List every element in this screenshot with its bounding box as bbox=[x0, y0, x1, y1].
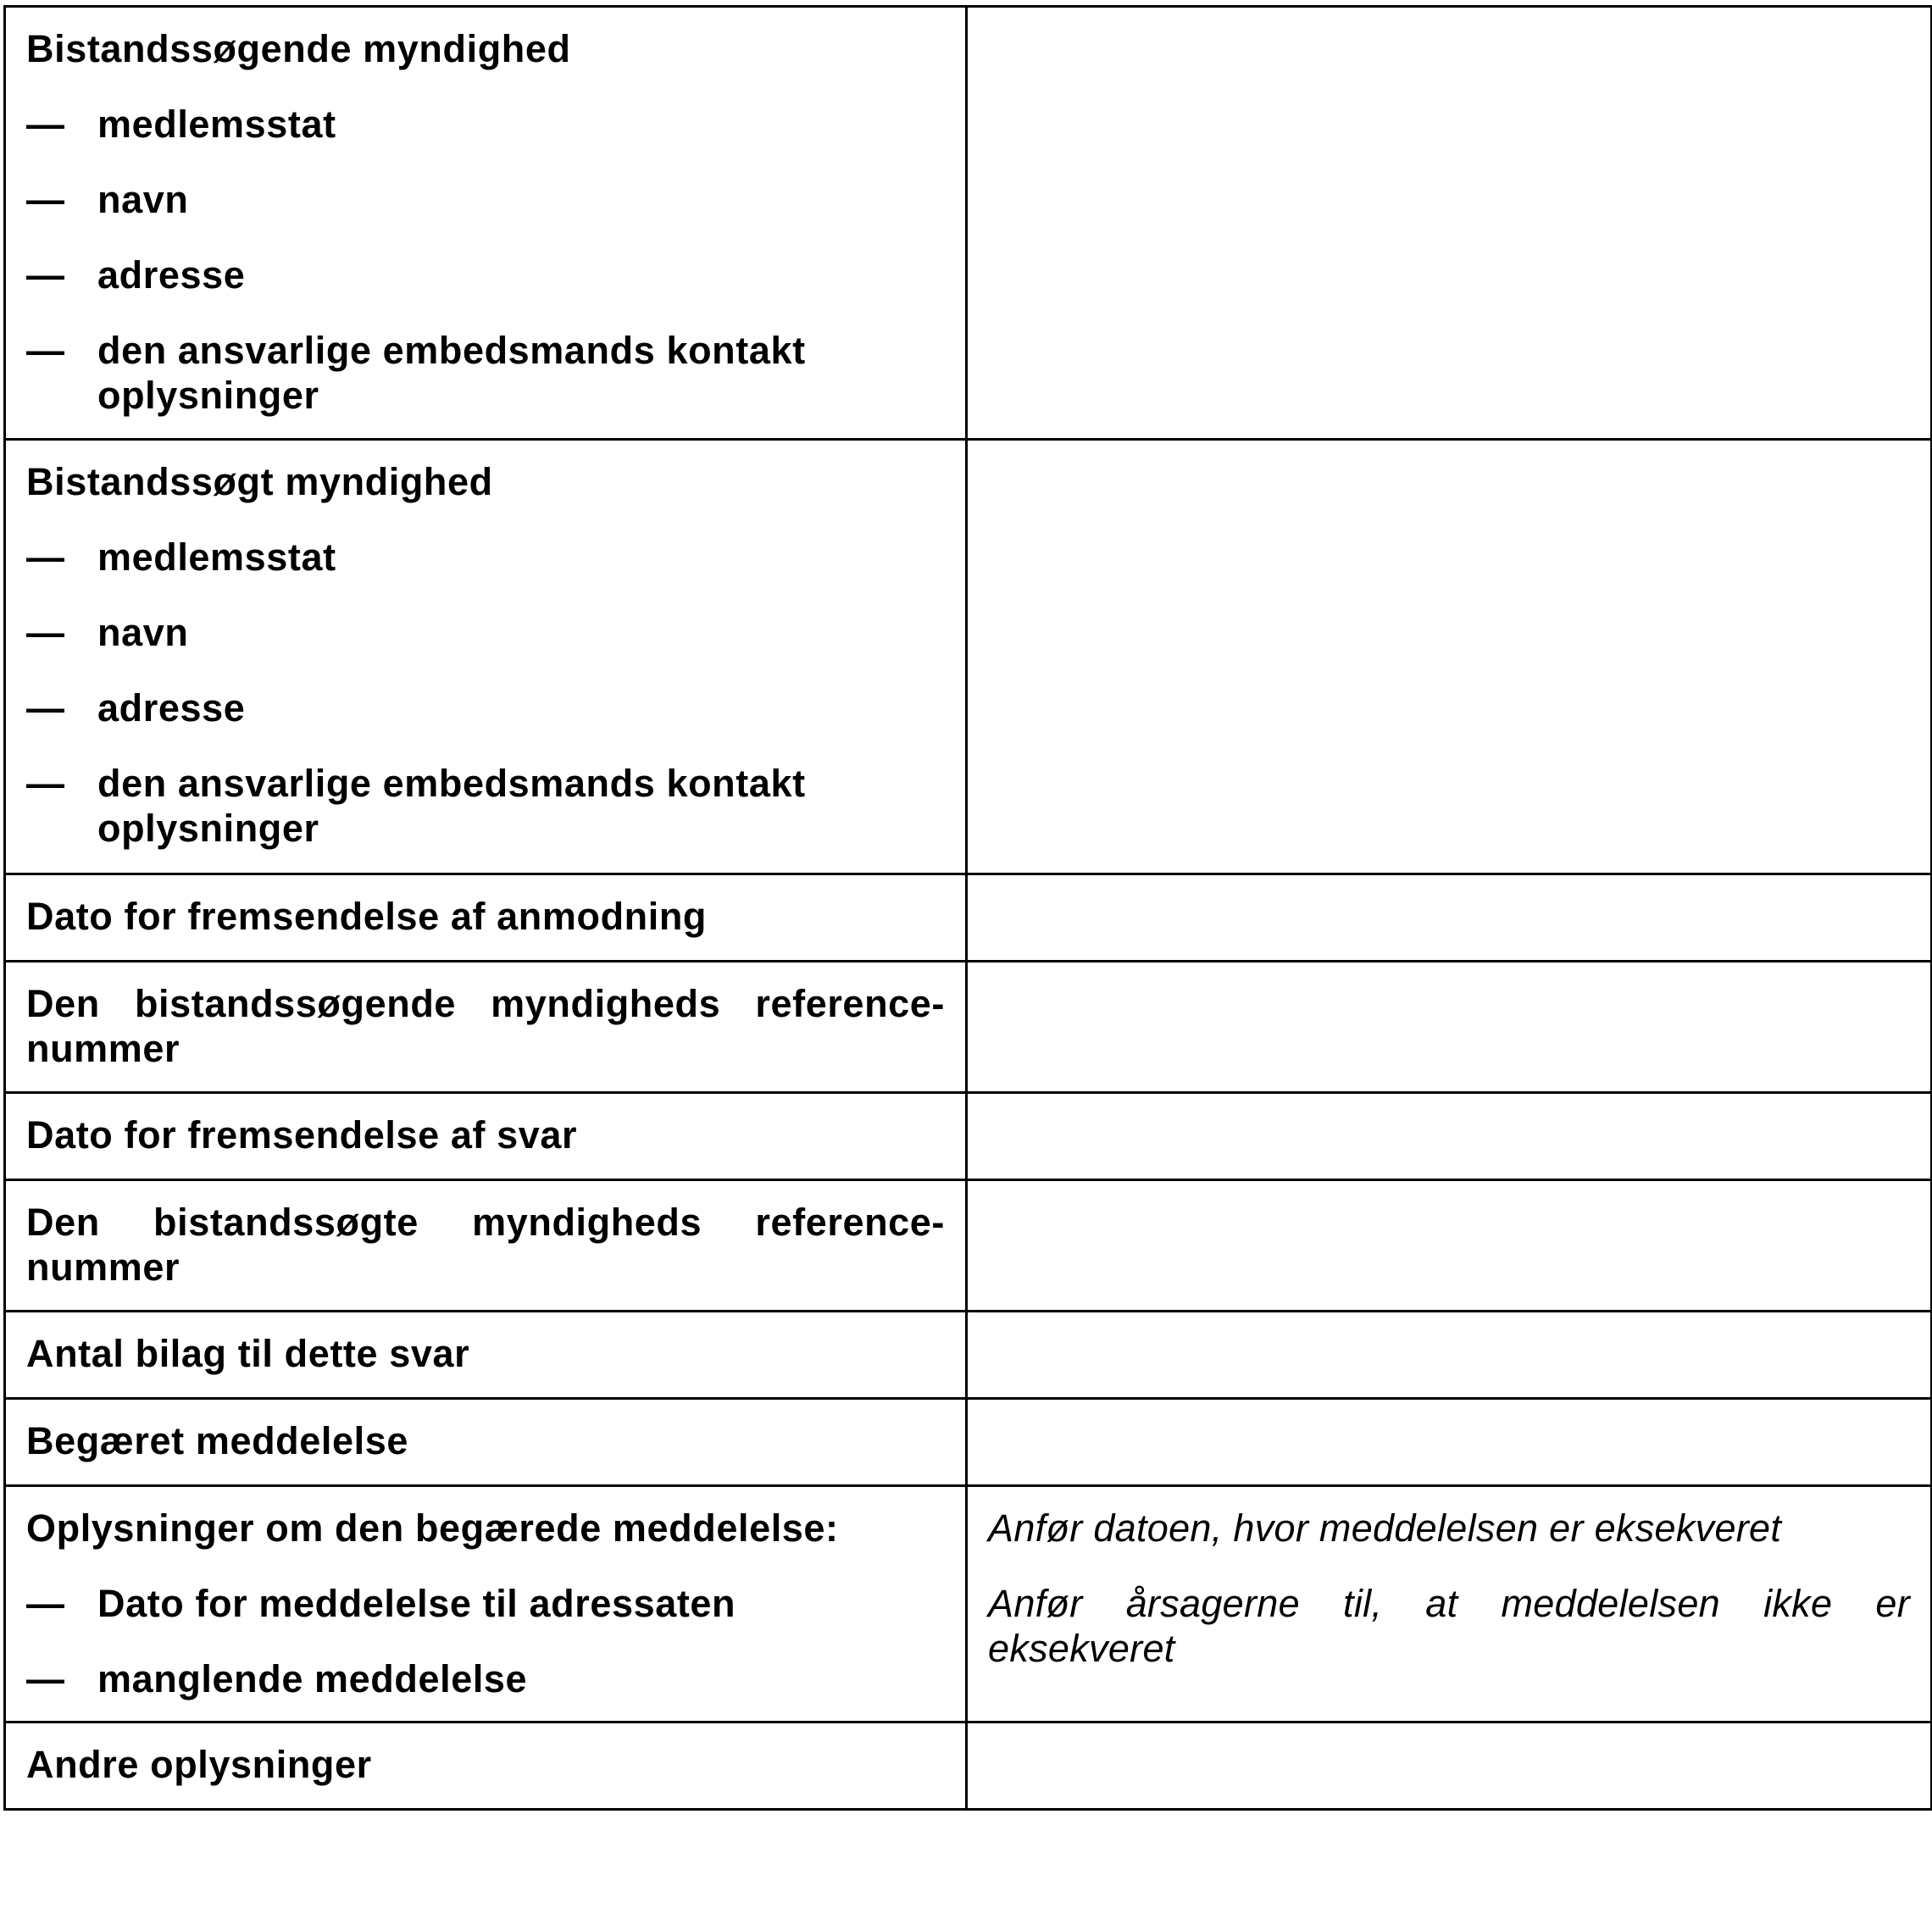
value-cell[interactable] bbox=[967, 1093, 1932, 1180]
value-cell[interactable] bbox=[967, 874, 1932, 962]
label-cell bbox=[5, 440, 967, 874]
item-label: den ansvarlige embedsmands kontakt oplysninger bbox=[97, 762, 806, 850]
list-item bbox=[26, 328, 945, 418]
form-row-requested-notification bbox=[5, 1399, 1932, 1486]
row-label: Begæret meddelelse bbox=[26, 1419, 408, 1462]
list-item bbox=[26, 761, 945, 851]
label-cell bbox=[5, 1486, 967, 1723]
row-label: Den bistandssøgte myndigheds reference-nummer bbox=[26, 1201, 945, 1289]
value-cell[interactable] bbox=[967, 440, 1932, 874]
row-label: Andre oplysninger bbox=[26, 1743, 372, 1786]
form-row-requesting-reference bbox=[5, 962, 1932, 1093]
item-label: manglende meddelelse bbox=[97, 1657, 528, 1700]
list-item bbox=[26, 1656, 945, 1701]
label-cell bbox=[5, 1399, 967, 1486]
value-cell[interactable] bbox=[967, 1723, 1932, 1810]
dash-bullet: — bbox=[26, 535, 65, 579]
item-label: adresse bbox=[97, 253, 246, 297]
dash-bullet: — bbox=[26, 611, 65, 654]
list-item bbox=[26, 102, 945, 147]
value-cell[interactable] bbox=[967, 1312, 1932, 1399]
row-label: Dato for fremsendelse af anmodning bbox=[26, 895, 708, 938]
list-item bbox=[26, 610, 945, 655]
label-cell bbox=[5, 1093, 967, 1180]
value-cell[interactable] bbox=[967, 1399, 1932, 1486]
form-table bbox=[3, 5, 1932, 1811]
list-item bbox=[26, 252, 945, 297]
form-row-requested-reference bbox=[5, 1180, 1932, 1312]
item-label: navn bbox=[97, 611, 189, 654]
dash-bullet: — bbox=[26, 762, 65, 805]
item-label: Dato for meddelelse til adressaten bbox=[97, 1582, 736, 1625]
item-label: den ansvarlige embedsmands kontakt oplysninger bbox=[97, 329, 806, 417]
row-label: Oplysninger om den begærede meddelelse: bbox=[26, 1506, 839, 1550]
dash-bullet: — bbox=[26, 253, 65, 297]
label-cell bbox=[5, 962, 967, 1093]
label-cell bbox=[5, 7, 967, 440]
dash-bullet: — bbox=[26, 1657, 65, 1700]
dash-bullet: — bbox=[26, 178, 65, 221]
item-label: adresse bbox=[97, 686, 246, 730]
value-cell[interactable] bbox=[967, 7, 1932, 440]
instruction-note: Anfør årsagerne til, at meddelelsen ikke er eksekveret bbox=[988, 1582, 1910, 1670]
list-item bbox=[26, 685, 945, 730]
row-label: Dato for fremsendelse af svar bbox=[26, 1113, 578, 1157]
form-row-requesting-authority bbox=[5, 7, 1932, 440]
dash-bullet: — bbox=[26, 329, 65, 372]
item-label: medlemsstat bbox=[97, 103, 336, 146]
item-label: medlemsstat bbox=[97, 535, 336, 579]
row-label: Den bistandssøgende myndigheds reference-nummer bbox=[26, 982, 945, 1070]
value-cell[interactable] bbox=[967, 1486, 1932, 1723]
form-row-request-date bbox=[5, 874, 1932, 962]
dash-bullet: — bbox=[26, 686, 65, 730]
label-cell bbox=[5, 874, 967, 962]
list-item bbox=[26, 535, 945, 580]
value-cell[interactable] bbox=[967, 1180, 1932, 1312]
form-row-reply-date bbox=[5, 1093, 1932, 1180]
list-item bbox=[26, 1581, 945, 1626]
label-cell bbox=[5, 1180, 967, 1312]
instruction-note: Anfør datoen, hvor meddelelsen er eksekveret bbox=[988, 1506, 1782, 1550]
form-row-notification-info bbox=[5, 1486, 1932, 1723]
item-label: navn bbox=[97, 178, 189, 221]
form-row-other-info bbox=[5, 1723, 1932, 1810]
row-label: Antal bilag til dette svar bbox=[26, 1332, 470, 1375]
label-cell bbox=[5, 1723, 967, 1810]
label-cell bbox=[5, 1312, 967, 1399]
dash-bullet: — bbox=[26, 1582, 65, 1625]
row-label: Bistandssøgt myndighed bbox=[26, 460, 493, 503]
row-label: Bistandssøgende myndighed bbox=[26, 27, 571, 70]
list-item bbox=[26, 177, 945, 222]
dash-bullet: — bbox=[26, 103, 65, 146]
form-row-requested-authority bbox=[5, 440, 1932, 874]
value-cell[interactable] bbox=[967, 962, 1932, 1093]
form-row-attachments bbox=[5, 1312, 1932, 1399]
